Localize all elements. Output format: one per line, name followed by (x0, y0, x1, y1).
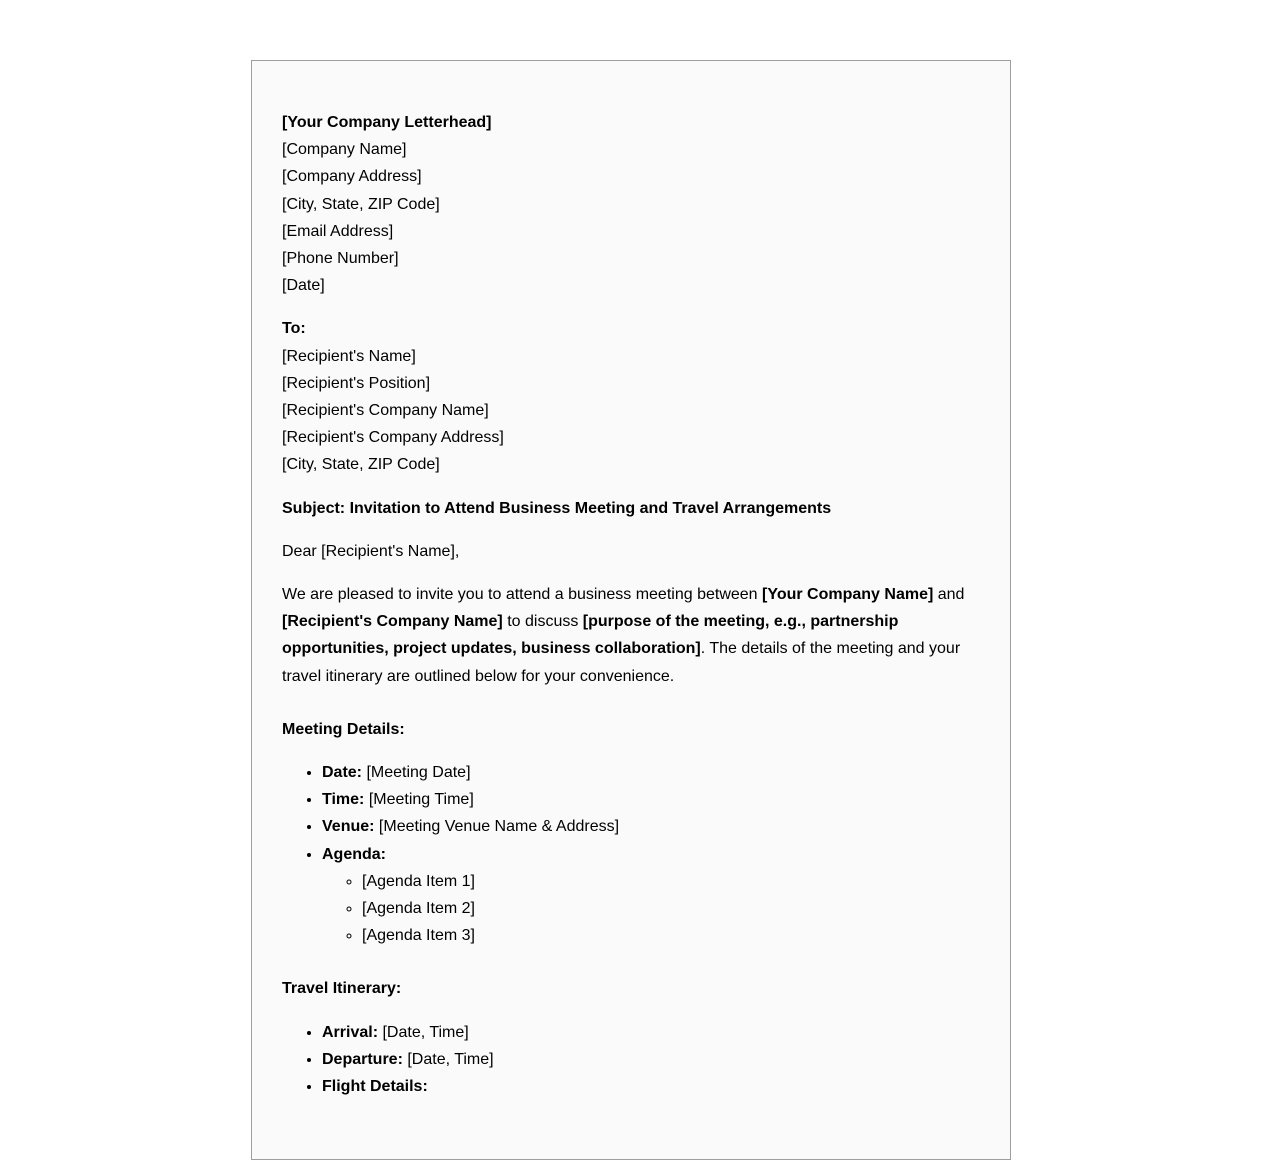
meeting-venue-value: [Meeting Venue Name & Address] (374, 818, 620, 836)
list-item (322, 841, 982, 950)
list-item (322, 786, 982, 813)
recipient-label: To: (282, 320, 306, 338)
intro-paragraph (282, 581, 982, 690)
recipient-name: [Recipient's Name] (282, 347, 416, 365)
recipient-company-name: [Recipient's Company Name] (282, 402, 489, 420)
intro-text-2: and (933, 586, 965, 604)
company-name: [Company Name] (282, 141, 407, 159)
list-item: ◦ [Agenda Item 3] (362, 922, 982, 949)
recipient-position: [Recipient's Position] (282, 374, 431, 392)
travel-itinerary-heading: Travel Itinerary: (282, 980, 402, 998)
meeting-time-value: [Meeting Time] (364, 791, 474, 809)
meeting-agenda-label: Agenda: (322, 845, 386, 863)
letter-page (251, 60, 1011, 1160)
intro-recipient-company: [Recipient's Company Name] (282, 613, 503, 631)
intro-company-name: [Your Company Name] (762, 586, 934, 604)
meeting-details-heading: Meeting Details: (282, 720, 405, 738)
departure-value: [Date, Time] (402, 1050, 494, 1068)
meeting-date-label: Date: (322, 764, 363, 782)
list-item: ◦ [Agenda Item 1] (362, 868, 982, 895)
meeting-venue-label: Venue: (322, 818, 375, 836)
list-item (322, 759, 982, 786)
subject-line: Subject: Invitation to Attend Business Meeting and Travel Arrangements (282, 499, 832, 517)
letter-content (282, 109, 982, 1100)
meeting-time-label: Time: (322, 791, 365, 809)
list-item (322, 1046, 982, 1073)
intro-purpose: [purpose of the meeting, e.g., partnership opportunities, project updates, business collaboration] (282, 613, 899, 658)
intro-text-3: to discuss (502, 613, 583, 631)
flight-details-label: Flight Details: (322, 1078, 428, 1096)
departure-label: Departure: (322, 1050, 403, 1068)
letterhead (282, 109, 982, 299)
company-phone: [Phone Number] (282, 250, 399, 268)
recipient-company-address: [Recipient's Company Address] (282, 429, 504, 447)
arrival-value: [Date, Time] (378, 1023, 469, 1041)
letterhead-title: [Your Company Letterhead] (282, 114, 492, 131)
list-item: ◦ [Agenda Item 2] (362, 895, 982, 922)
company-city-state-zip: [City, State, ZIP Code] (282, 195, 440, 213)
agenda-list (322, 868, 982, 950)
recipient-city-state-zip: [City, State, ZIP Code] (282, 456, 440, 474)
meeting-details-list (282, 759, 982, 949)
list-item (322, 1073, 982, 1100)
arrival-label: Arrival: (322, 1023, 379, 1041)
letter-date: [Date] (282, 277, 325, 295)
recipient-block (282, 315, 982, 478)
company-email: [Email Address] (282, 222, 394, 240)
travel-itinerary-list (282, 1019, 982, 1101)
salutation: Dear [Recipient's Name], (282, 542, 460, 560)
meeting-date-value: [Meeting Date] (362, 764, 471, 782)
intro-text-1: We are pleased to invite you to attend a business meeting between (282, 586, 763, 604)
company-address: [Company Address] (282, 168, 422, 186)
intro-text-4: . The details of the meeting and your travel itinerary are outlined below for your convenience. (282, 640, 961, 685)
list-item (322, 813, 982, 840)
list-item (322, 1019, 982, 1046)
